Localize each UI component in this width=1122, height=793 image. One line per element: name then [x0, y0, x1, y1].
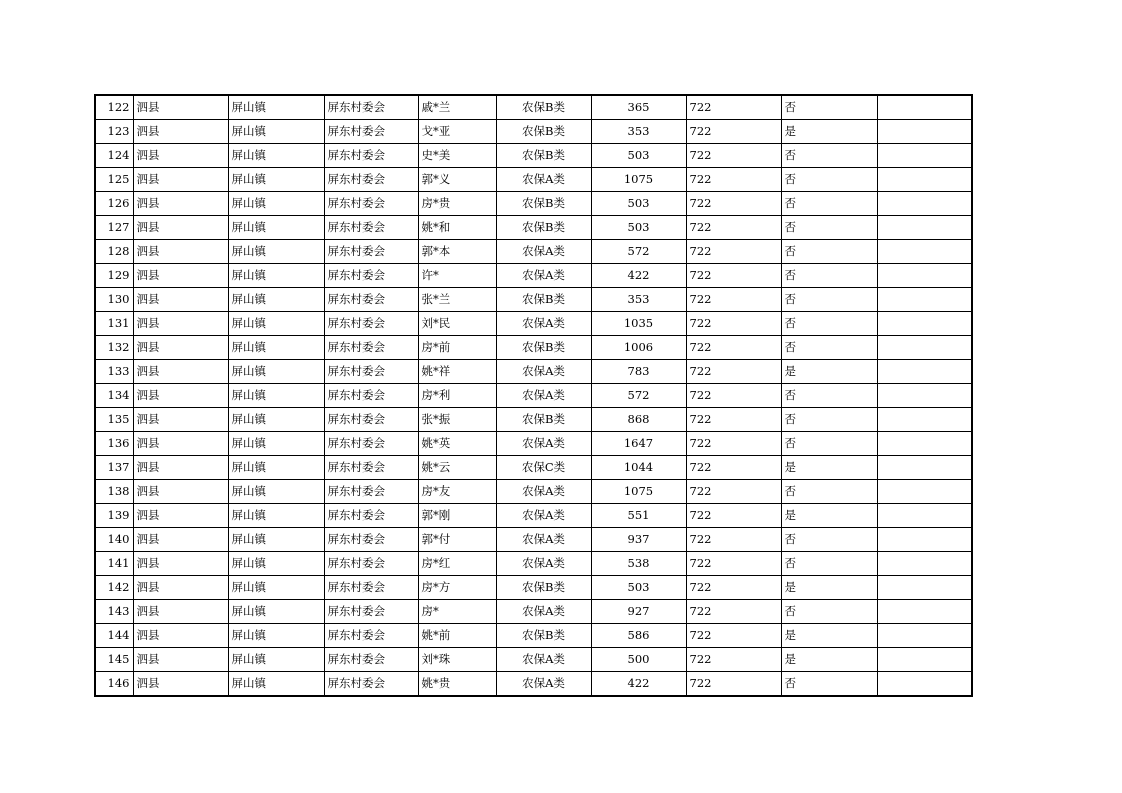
amount-cell: 1044: [591, 456, 686, 480]
table-row: [95, 336, 972, 360]
extra-cell: [877, 408, 972, 432]
town-cell: 屏山镇: [228, 624, 324, 648]
town-cell: 屏山镇: [228, 528, 324, 552]
county-cell: 泗县: [133, 600, 228, 624]
name-cell: 姚*祥: [418, 360, 496, 384]
row-number-cell: 132: [95, 336, 133, 360]
amount-cell: 503: [591, 576, 686, 600]
category-cell: 农保A类: [496, 504, 591, 528]
count-cell: 722: [686, 576, 781, 600]
extra-cell: [877, 192, 972, 216]
amount-cell: 1075: [591, 168, 686, 192]
county-cell: 泗县: [133, 240, 228, 264]
town-cell: 屏山镇: [228, 336, 324, 360]
amount-cell: 422: [591, 672, 686, 697]
category-cell: 农保B类: [496, 576, 591, 600]
flag-cell: 否: [781, 144, 877, 168]
county-cell: 泗县: [133, 192, 228, 216]
amount-cell: 538: [591, 552, 686, 576]
category-cell: 农保A类: [496, 672, 591, 697]
count-cell: 722: [686, 144, 781, 168]
extra-cell: [877, 312, 972, 336]
extra-cell: [877, 480, 972, 504]
village-cell: 屏东村委会: [324, 576, 418, 600]
name-cell: 史*美: [418, 144, 496, 168]
row-number-cell: 125: [95, 168, 133, 192]
village-cell: 屏东村委会: [324, 264, 418, 288]
county-cell: 泗县: [133, 528, 228, 552]
town-cell: 屏山镇: [228, 240, 324, 264]
county-cell: 泗县: [133, 384, 228, 408]
flag-cell: 否: [781, 312, 877, 336]
village-cell: 屏东村委会: [324, 288, 418, 312]
name-cell: 郭*付: [418, 528, 496, 552]
village-cell: 屏东村委会: [324, 95, 418, 120]
row-number-cell: 140: [95, 528, 133, 552]
row-number-cell: 135: [95, 408, 133, 432]
amount-cell: 551: [591, 504, 686, 528]
extra-cell: [877, 456, 972, 480]
table-row: [95, 216, 972, 240]
flag-cell: 否: [781, 528, 877, 552]
county-cell: 泗县: [133, 480, 228, 504]
row-number-cell: 127: [95, 216, 133, 240]
row-number-cell: 138: [95, 480, 133, 504]
category-cell: 农保A类: [496, 264, 591, 288]
row-number-cell: 126: [95, 192, 133, 216]
category-cell: 农保A类: [496, 552, 591, 576]
category-cell: 农保B类: [496, 144, 591, 168]
county-cell: 泗县: [133, 360, 228, 384]
table-row: [95, 432, 972, 456]
count-cell: 722: [686, 648, 781, 672]
count-cell: 722: [686, 672, 781, 697]
extra-cell: [877, 600, 972, 624]
name-cell: 房*: [418, 600, 496, 624]
county-cell: 泗县: [133, 95, 228, 120]
table-row: [95, 95, 972, 120]
town-cell: 屏山镇: [228, 144, 324, 168]
amount-cell: 927: [591, 600, 686, 624]
town-cell: 屏山镇: [228, 504, 324, 528]
row-number-cell: 146: [95, 672, 133, 697]
row-number-cell: 129: [95, 264, 133, 288]
name-cell: 房*贵: [418, 192, 496, 216]
row-number-cell: 145: [95, 648, 133, 672]
extra-cell: [877, 120, 972, 144]
table-row: [95, 648, 972, 672]
flag-cell: 否: [781, 288, 877, 312]
village-cell: 屏东村委会: [324, 384, 418, 408]
amount-cell: 586: [591, 624, 686, 648]
table-row: [95, 552, 972, 576]
village-cell: 屏东村委会: [324, 552, 418, 576]
row-number-cell: 142: [95, 576, 133, 600]
count-cell: 722: [686, 408, 781, 432]
count-cell: 722: [686, 528, 781, 552]
extra-cell: [877, 240, 972, 264]
row-number-cell: 137: [95, 456, 133, 480]
town-cell: 屏山镇: [228, 432, 324, 456]
flag-cell: 否: [781, 264, 877, 288]
town-cell: 屏山镇: [228, 288, 324, 312]
table-row: [95, 120, 972, 144]
count-cell: 722: [686, 216, 781, 240]
table-row: [95, 480, 972, 504]
count-cell: 722: [686, 95, 781, 120]
name-cell: 姚*云: [418, 456, 496, 480]
county-cell: 泗县: [133, 432, 228, 456]
town-cell: 屏山镇: [228, 600, 324, 624]
flag-cell: 是: [781, 576, 877, 600]
name-cell: 房*利: [418, 384, 496, 408]
table-row: [95, 144, 972, 168]
flag-cell: 否: [781, 552, 877, 576]
row-number-cell: 136: [95, 432, 133, 456]
name-cell: 房*友: [418, 480, 496, 504]
flag-cell: 否: [781, 384, 877, 408]
extra-cell: [877, 504, 972, 528]
category-cell: 农保A类: [496, 168, 591, 192]
village-cell: 屏东村委会: [324, 144, 418, 168]
amount-cell: 503: [591, 192, 686, 216]
category-cell: 农保B类: [496, 408, 591, 432]
county-cell: 泗县: [133, 144, 228, 168]
county-cell: 泗县: [133, 216, 228, 240]
table-row: [95, 360, 972, 384]
name-cell: 房*前: [418, 336, 496, 360]
extra-cell: [877, 95, 972, 120]
county-cell: 泗县: [133, 288, 228, 312]
name-cell: 姚*和: [418, 216, 496, 240]
village-cell: 屏东村委会: [324, 168, 418, 192]
flag-cell: 是: [781, 456, 877, 480]
count-cell: 722: [686, 336, 781, 360]
category-cell: 农保C类: [496, 456, 591, 480]
extra-cell: [877, 528, 972, 552]
name-cell: 姚*贵: [418, 672, 496, 697]
table-row: [95, 240, 972, 264]
category-cell: 农保B类: [496, 624, 591, 648]
flag-cell: 否: [781, 480, 877, 504]
table-row: [95, 528, 972, 552]
extra-cell: [877, 672, 972, 697]
village-cell: 屏东村委会: [324, 408, 418, 432]
village-cell: 屏东村委会: [324, 456, 418, 480]
table-row: [95, 168, 972, 192]
amount-cell: 1006: [591, 336, 686, 360]
town-cell: 屏山镇: [228, 216, 324, 240]
row-number-cell: 124: [95, 144, 133, 168]
row-number-cell: 131: [95, 312, 133, 336]
extra-cell: [877, 384, 972, 408]
amount-cell: 422: [591, 264, 686, 288]
amount-cell: 937: [591, 528, 686, 552]
row-number-cell: 144: [95, 624, 133, 648]
flag-cell: 是: [781, 360, 877, 384]
table-body: [95, 95, 972, 696]
town-cell: 屏山镇: [228, 95, 324, 120]
town-cell: 屏山镇: [228, 312, 324, 336]
count-cell: 722: [686, 120, 781, 144]
row-number-cell: 141: [95, 552, 133, 576]
name-cell: 刘*民: [418, 312, 496, 336]
table-row: [95, 288, 972, 312]
count-cell: 722: [686, 552, 781, 576]
town-cell: 屏山镇: [228, 672, 324, 697]
category-cell: 农保A类: [496, 312, 591, 336]
flag-cell: 是: [781, 120, 877, 144]
town-cell: 屏山镇: [228, 552, 324, 576]
county-cell: 泗县: [133, 552, 228, 576]
village-cell: 屏东村委会: [324, 312, 418, 336]
extra-cell: [877, 216, 972, 240]
category-cell: 农保A类: [496, 384, 591, 408]
row-number-cell: 143: [95, 600, 133, 624]
name-cell: 姚*英: [418, 432, 496, 456]
amount-cell: 1075: [591, 480, 686, 504]
flag-cell: 是: [781, 504, 877, 528]
village-cell: 屏东村委会: [324, 480, 418, 504]
town-cell: 屏山镇: [228, 264, 324, 288]
county-cell: 泗县: [133, 648, 228, 672]
extra-cell: [877, 144, 972, 168]
name-cell: 郭*义: [418, 168, 496, 192]
category-cell: 农保A类: [496, 360, 591, 384]
count-cell: 722: [686, 360, 781, 384]
name-cell: 张*振: [418, 408, 496, 432]
county-cell: 泗县: [133, 312, 228, 336]
name-cell: 郭*刚: [418, 504, 496, 528]
county-cell: 泗县: [133, 624, 228, 648]
count-cell: 722: [686, 504, 781, 528]
village-cell: 屏东村委会: [324, 504, 418, 528]
village-cell: 屏东村委会: [324, 600, 418, 624]
flag-cell: 是: [781, 624, 877, 648]
table-row: [95, 408, 972, 432]
row-number-cell: 122: [95, 95, 133, 120]
flag-cell: 是: [781, 648, 877, 672]
data-table: [94, 94, 973, 697]
amount-cell: 868: [591, 408, 686, 432]
town-cell: 屏山镇: [228, 192, 324, 216]
count-cell: 722: [686, 240, 781, 264]
village-cell: 屏东村委会: [324, 648, 418, 672]
county-cell: 泗县: [133, 264, 228, 288]
row-number-cell: 139: [95, 504, 133, 528]
county-cell: 泗县: [133, 576, 228, 600]
name-cell: 张*兰: [418, 288, 496, 312]
village-cell: 屏东村委会: [324, 120, 418, 144]
village-cell: 屏东村委会: [324, 216, 418, 240]
count-cell: 722: [686, 456, 781, 480]
name-cell: 姚*前: [418, 624, 496, 648]
amount-cell: 353: [591, 288, 686, 312]
town-cell: 屏山镇: [228, 480, 324, 504]
flag-cell: 否: [781, 95, 877, 120]
village-cell: 屏东村委会: [324, 528, 418, 552]
county-cell: 泗县: [133, 672, 228, 697]
amount-cell: 572: [591, 240, 686, 264]
village-cell: 屏东村委会: [324, 336, 418, 360]
table-row: [95, 624, 972, 648]
count-cell: 722: [686, 264, 781, 288]
category-cell: 农保B类: [496, 288, 591, 312]
village-cell: 屏东村委会: [324, 432, 418, 456]
name-cell: 郭*本: [418, 240, 496, 264]
flag-cell: 否: [781, 216, 877, 240]
row-number-cell: 123: [95, 120, 133, 144]
count-cell: 722: [686, 480, 781, 504]
category-cell: 农保A类: [496, 480, 591, 504]
table-row: [95, 192, 972, 216]
extra-cell: [877, 360, 972, 384]
flag-cell: 否: [781, 336, 877, 360]
extra-cell: [877, 648, 972, 672]
count-cell: 722: [686, 288, 781, 312]
flag-cell: 否: [781, 408, 877, 432]
extra-cell: [877, 576, 972, 600]
county-cell: 泗县: [133, 504, 228, 528]
category-cell: 农保B类: [496, 336, 591, 360]
amount-cell: 353: [591, 120, 686, 144]
flag-cell: 否: [781, 672, 877, 697]
category-cell: 农保B类: [496, 192, 591, 216]
table-row: [95, 384, 972, 408]
category-cell: 农保A类: [496, 528, 591, 552]
table-row: [95, 576, 972, 600]
town-cell: 屏山镇: [228, 384, 324, 408]
table-row: [95, 672, 972, 697]
category-cell: 农保B类: [496, 120, 591, 144]
amount-cell: 783: [591, 360, 686, 384]
county-cell: 泗县: [133, 168, 228, 192]
extra-cell: [877, 432, 972, 456]
row-number-cell: 134: [95, 384, 133, 408]
amount-cell: 503: [591, 216, 686, 240]
flag-cell: 否: [781, 432, 877, 456]
count-cell: 722: [686, 168, 781, 192]
row-number-cell: 130: [95, 288, 133, 312]
town-cell: 屏山镇: [228, 360, 324, 384]
village-cell: 屏东村委会: [324, 672, 418, 697]
town-cell: 屏山镇: [228, 576, 324, 600]
amount-cell: 572: [591, 384, 686, 408]
amount-cell: 1647: [591, 432, 686, 456]
village-cell: 屏东村委会: [324, 240, 418, 264]
town-cell: 屏山镇: [228, 456, 324, 480]
town-cell: 屏山镇: [228, 168, 324, 192]
category-cell: 农保A类: [496, 600, 591, 624]
name-cell: 房*方: [418, 576, 496, 600]
count-cell: 722: [686, 384, 781, 408]
amount-cell: 365: [591, 95, 686, 120]
town-cell: 屏山镇: [228, 408, 324, 432]
count-cell: 722: [686, 312, 781, 336]
table-row: [95, 456, 972, 480]
count-cell: 722: [686, 624, 781, 648]
name-cell: 戚*兰: [418, 95, 496, 120]
county-cell: 泗县: [133, 120, 228, 144]
village-cell: 屏东村委会: [324, 624, 418, 648]
table-row: [95, 264, 972, 288]
village-cell: 屏东村委会: [324, 192, 418, 216]
extra-cell: [877, 264, 972, 288]
county-cell: 泗县: [133, 336, 228, 360]
category-cell: 农保A类: [496, 648, 591, 672]
flag-cell: 否: [781, 240, 877, 264]
extra-cell: [877, 336, 972, 360]
category-cell: 农保A类: [496, 432, 591, 456]
amount-cell: 500: [591, 648, 686, 672]
count-cell: 722: [686, 432, 781, 456]
name-cell: 许*: [418, 264, 496, 288]
table-row: [95, 504, 972, 528]
row-number-cell: 128: [95, 240, 133, 264]
extra-cell: [877, 168, 972, 192]
flag-cell: 否: [781, 168, 877, 192]
town-cell: 屏山镇: [228, 120, 324, 144]
name-cell: 刘*珠: [418, 648, 496, 672]
category-cell: 农保B类: [496, 95, 591, 120]
county-cell: 泗县: [133, 408, 228, 432]
name-cell: 戈*亚: [418, 120, 496, 144]
extra-cell: [877, 552, 972, 576]
county-cell: 泗县: [133, 456, 228, 480]
category-cell: 农保A类: [496, 240, 591, 264]
extra-cell: [877, 288, 972, 312]
amount-cell: 1035: [591, 312, 686, 336]
table-row: [95, 600, 972, 624]
amount-cell: 503: [591, 144, 686, 168]
count-cell: 722: [686, 192, 781, 216]
flag-cell: 否: [781, 192, 877, 216]
village-cell: 屏东村委会: [324, 360, 418, 384]
row-number-cell: 133: [95, 360, 133, 384]
flag-cell: 否: [781, 600, 877, 624]
count-cell: 722: [686, 600, 781, 624]
town-cell: 屏山镇: [228, 648, 324, 672]
table-row: [95, 312, 972, 336]
category-cell: 农保B类: [496, 216, 591, 240]
extra-cell: [877, 624, 972, 648]
name-cell: 房*红: [418, 552, 496, 576]
